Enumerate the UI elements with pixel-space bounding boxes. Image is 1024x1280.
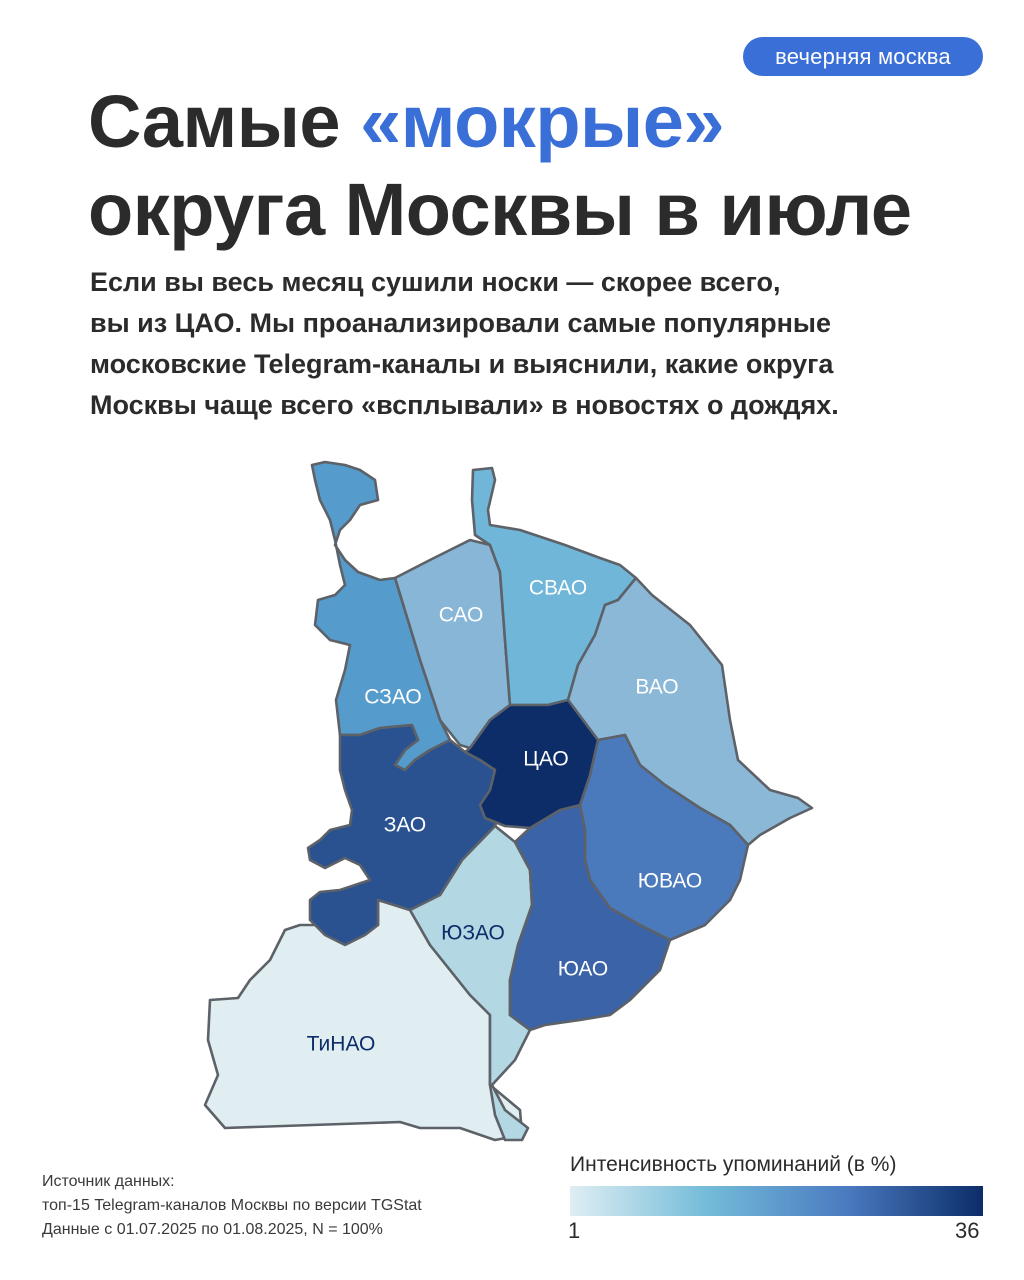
district-label-uvao: ЮВАО bbox=[637, 869, 703, 893]
title-part-1: Самые bbox=[88, 80, 361, 163]
district-label-uao: ЮАО bbox=[557, 957, 609, 981]
lead-line: Если вы весь месяц сушили носки — скорее всего, bbox=[90, 267, 781, 297]
lead-paragraph bbox=[90, 262, 950, 426]
legend-max-value: 36 bbox=[955, 1218, 980, 1243]
district-label-tinao: ТиНАО bbox=[306, 1032, 376, 1056]
title-part-2: округа Москвы в июле bbox=[88, 168, 912, 251]
source-line: Данные с 01.07.2025 по 01.08.2025, N = 100% bbox=[42, 1221, 383, 1238]
moscow-districts-map bbox=[190, 455, 830, 1155]
district-label-uzao: ЮЗАО bbox=[441, 921, 505, 945]
brand-badge: вечерняя москва bbox=[743, 37, 983, 76]
district-label-szao: СЗАО bbox=[364, 685, 422, 709]
title-accent: «мокрые» bbox=[360, 80, 725, 163]
legend-min-value: 1 bbox=[568, 1218, 581, 1243]
page-title bbox=[88, 78, 912, 254]
lead-line: Москвы чаще всего «всплывали» в новостях о дождях. bbox=[90, 390, 839, 420]
legend-title: Интенсивность упоминаний (в %) bbox=[570, 1153, 897, 1176]
lead-line: московские Telegram-каналы и выяснили, какие округа bbox=[90, 349, 834, 379]
source-line: Источник данных: bbox=[42, 1173, 175, 1190]
lead-line: вы из ЦАО. Мы проанализировали самые популярные bbox=[90, 308, 831, 338]
district-label-vao: ВАО bbox=[635, 675, 679, 699]
data-source-note bbox=[42, 1170, 422, 1242]
district-label-svao: СВАО bbox=[528, 576, 588, 600]
district-label-cao: ЦАО bbox=[523, 747, 569, 771]
district-label-zao: ЗАО bbox=[383, 813, 427, 837]
legend-gradient-bar bbox=[570, 1186, 983, 1216]
district-label-sao: САО bbox=[438, 603, 484, 627]
source-line: топ-15 Telegram-каналов Москвы по версии TGStat bbox=[42, 1197, 422, 1214]
